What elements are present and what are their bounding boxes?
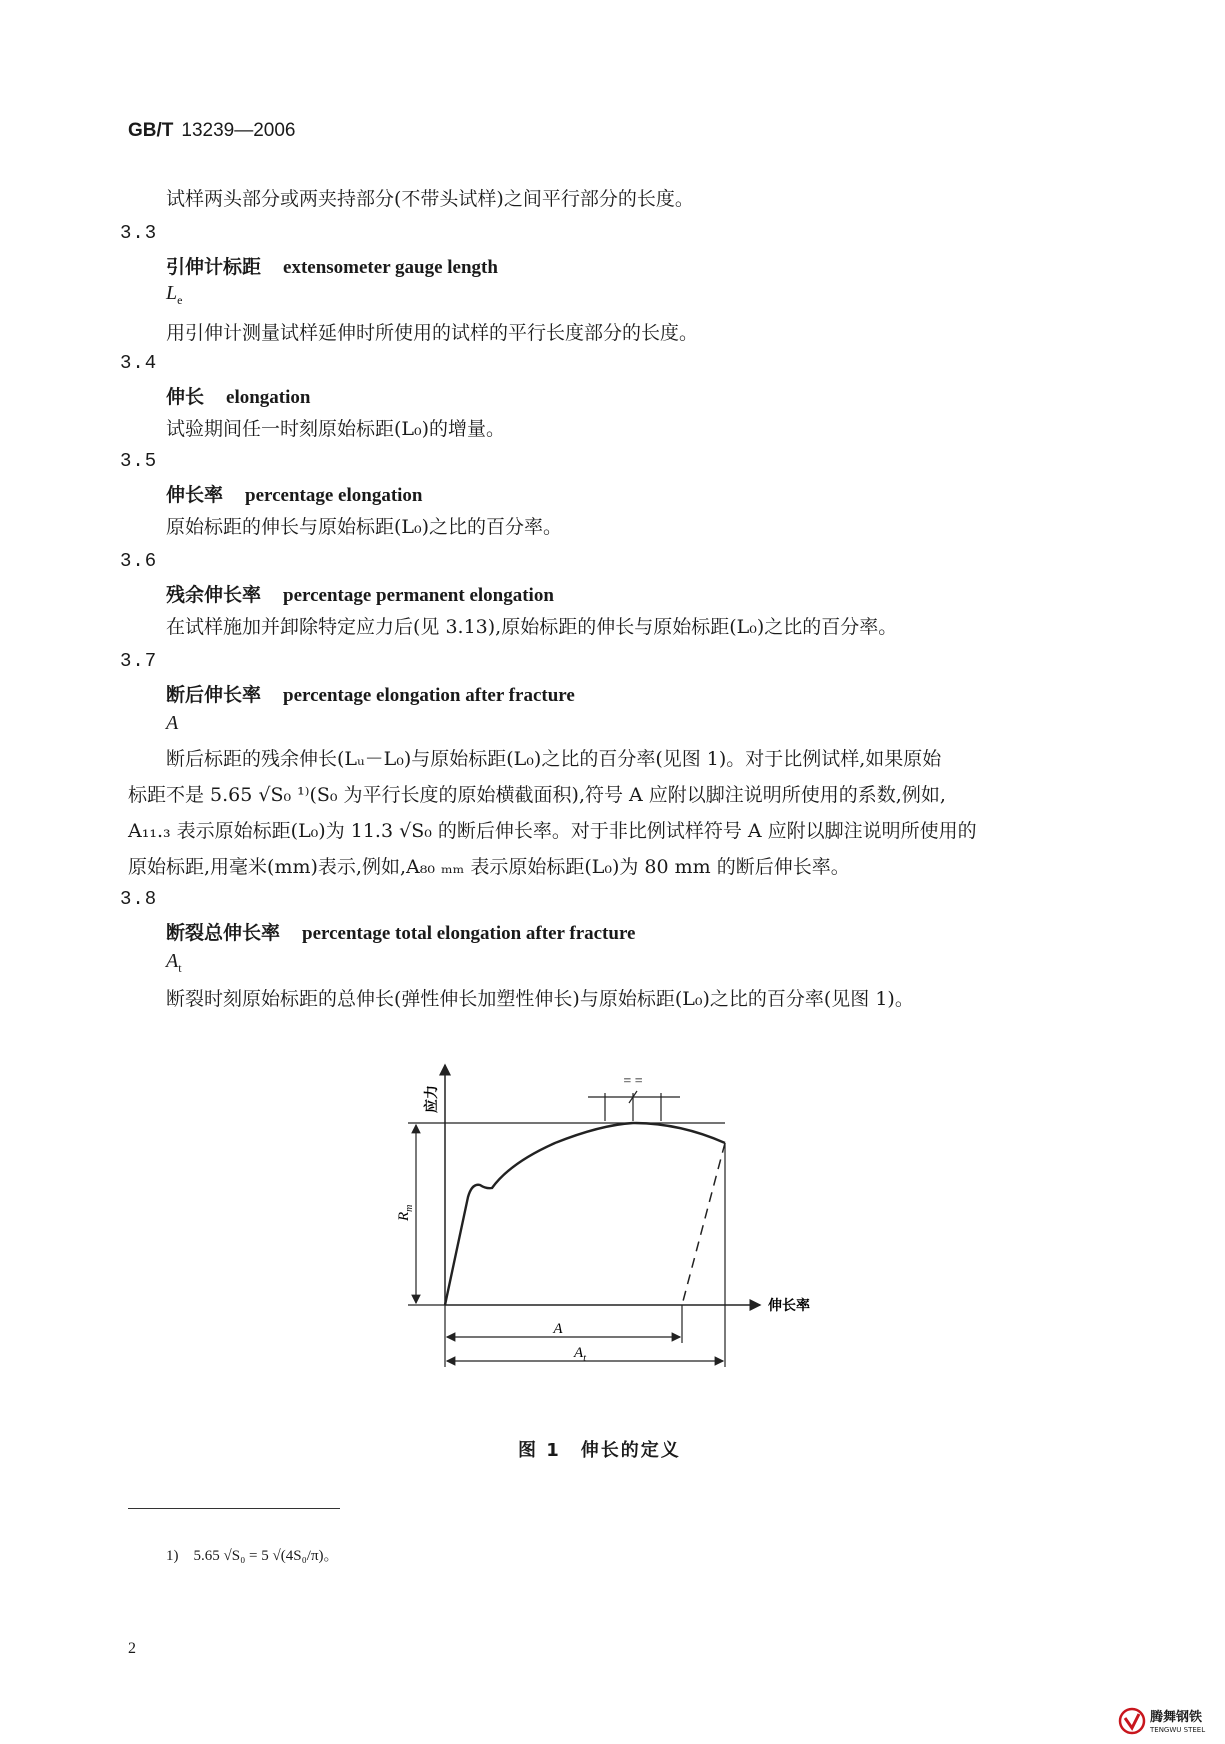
term-symbol bbox=[166, 950, 182, 976]
section-number: 3.8 bbox=[120, 888, 158, 910]
a-label: A bbox=[553, 1321, 563, 1337]
term-symbol bbox=[166, 282, 182, 308]
brand-logo bbox=[1118, 1706, 1224, 1736]
rm-letter: R bbox=[396, 1211, 412, 1221]
section-number: 3.5 bbox=[120, 450, 158, 472]
definition-line: 用引伸计测量试样延伸时所使用的试样的平行长度部分的长度。 bbox=[166, 322, 699, 344]
section-number: 3.6 bbox=[120, 550, 158, 572]
symbol-subscript: t bbox=[178, 961, 182, 975]
term-chinese: 断后伸长率 bbox=[166, 684, 262, 706]
x-axis-label: 伸长率 bbox=[768, 1298, 810, 1314]
term-heading bbox=[166, 918, 635, 945]
term-english: percentage elongation after fracture bbox=[283, 685, 575, 706]
symbol-letter: L bbox=[166, 282, 178, 304]
svg-text:Rm bbox=[396, 1205, 415, 1222]
term-chinese: 引伸计标距 bbox=[166, 256, 262, 278]
elongation-figure bbox=[380, 1055, 840, 1405]
term-chinese: 伸长率 bbox=[166, 484, 224, 506]
term-english: percentage elongation bbox=[245, 485, 423, 506]
footnote-text: 1) 5.65 √S₀ = 5 √(4S₀/π)。 bbox=[166, 1548, 339, 1564]
equal-marks: = = bbox=[623, 1074, 643, 1089]
standard-number: 13239—2006 bbox=[181, 120, 296, 141]
definition-line: 原始标距的伸长与原始标距(L₀)之比的百分率。 bbox=[166, 516, 563, 538]
rm-subscript: m bbox=[404, 1204, 415, 1212]
term-heading bbox=[166, 252, 498, 279]
definition-line: 断后标距的残余伸长(Lᵤ－L₀)与原始标距(L₀)之比的百分率(见图 1)。对于比例试样,如果原始 bbox=[166, 748, 942, 770]
footnote-rule bbox=[128, 1508, 340, 1509]
term-symbol bbox=[166, 712, 178, 735]
term-english: extensometer gauge length bbox=[283, 257, 498, 278]
at-letter: A bbox=[574, 1345, 584, 1361]
standard-code bbox=[128, 120, 296, 142]
page-number: 2 bbox=[128, 1640, 136, 1657]
symbol-subscript: e bbox=[177, 293, 183, 307]
brand-name: 腾舞钢铁 bbox=[1150, 1710, 1203, 1725]
brand-name-en: TENGWU STEEL bbox=[1150, 1726, 1206, 1734]
term-english: percentage total elongation after fracture bbox=[302, 923, 636, 944]
symbol-letter: A bbox=[166, 950, 179, 972]
term-heading bbox=[166, 480, 423, 507]
definition-line: 在试样施加并卸除特定应力后(见 3.13),原始标距的伸长与原始标距(L₀)之比的百分率。 bbox=[166, 616, 898, 638]
section-number: 3.7 bbox=[120, 650, 158, 672]
rm-label bbox=[396, 1205, 415, 1222]
definition-line: 原始标距,用毫米(mm)表示,例如,A₈₀ ₘₘ 表示原始标距(L₀)为 80 mm 的断后伸长率。 bbox=[128, 856, 850, 878]
at-subscript: t bbox=[583, 1353, 586, 1364]
definition-line: 标距不是 5.65 √S₀ ¹⁾(S₀ 为平行长度的原始横截面积),符号 A 应附以脚注说明所使用的系数,例如, bbox=[128, 784, 946, 806]
definition-line: A₁₁.₃ 表示原始标距(L₀)为 11.3 √S₀ 的断后伸长率。对于非比例试样符号 A 应附以脚注说明所使用的 bbox=[128, 820, 977, 842]
term-heading bbox=[166, 580, 554, 607]
definition-line: 试验期间任一时刻原始标距(L₀)的增量。 bbox=[166, 418, 506, 440]
section-number: 3.3 bbox=[120, 222, 158, 244]
term-chinese: 断裂总伸长率 bbox=[166, 922, 281, 944]
y-axis-label: 应力 bbox=[424, 1085, 440, 1113]
intro-line: 试样两头部分或两夹持部分(不带头试样)之间平行部分的长度。 bbox=[166, 188, 694, 210]
symbol-letter: A bbox=[166, 712, 179, 734]
standard-prefix: GB/T bbox=[128, 120, 174, 141]
term-chinese: 残余伸长率 bbox=[166, 584, 262, 606]
term-chinese: 伸长 bbox=[166, 386, 205, 408]
term-english: percentage permanent elongation bbox=[283, 585, 554, 606]
brand-logo-mark bbox=[1118, 1706, 1224, 1736]
term-english: elongation bbox=[226, 387, 311, 408]
term-heading bbox=[166, 680, 575, 707]
term-heading bbox=[166, 382, 310, 409]
figure-caption: 图 1 伸长的定义 bbox=[518, 1440, 681, 1461]
stress-strain-curve bbox=[445, 1123, 725, 1305]
definition-line: 断裂时刻原始标距的总伸长(弹性伸长加塑性伸长)与原始标距(L₀)之比的百分率(见图 1)。 bbox=[166, 988, 914, 1010]
unloading-dashed-line bbox=[682, 1143, 725, 1305]
section-number: 3.4 bbox=[120, 352, 158, 374]
